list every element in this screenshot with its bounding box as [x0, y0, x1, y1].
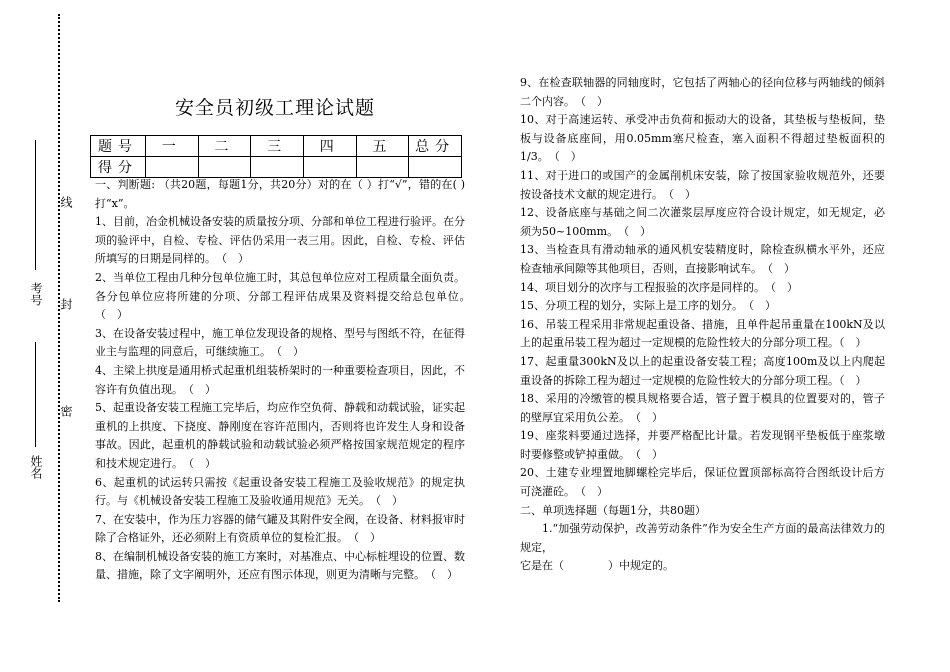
score-table-cell: 三 [251, 136, 304, 157]
question-item: 20、土建专业埋置地脚螺栓完毕后，保证位置顶部标高符合图纸设计后方可浇灌砼。 （ ） [520, 466, 885, 499]
question-item: 18、采用的冷缴管的模具规格要合适，管子置于模具的位置要对的，管子的壁厚宜采用负公差。 （ ） [520, 392, 885, 424]
score-blank-cell[interactable] [198, 157, 251, 178]
score-blank-cell[interactable] [146, 157, 199, 178]
score-blank-cell[interactable] [303, 157, 356, 178]
score-blank-cell[interactable] [356, 157, 409, 178]
question-item: 13、当检查具有滑动轴承的通风机安装精度时，除检查纵横水平外，还应检查轴承间隙等其他项目，否则，直接影响试车。 （ ） [520, 243, 885, 275]
mcq-question-line: 1.“加强劳动保护，改善劳动条件”作为安全生产方面的最高法律效力的规定， [520, 522, 885, 554]
score-table-header-row [91, 136, 462, 157]
question-item: 19、座浆料要通过选择，并要严格配比计量。若发现钢平垫板低于座浆墩时要修整或铲掉重做。 （ ） [520, 429, 885, 461]
question-item: 10、对于高速运转、承受冲击负荷和振动大的设备，其垫板与垫板间，垫板与设备底座间，用0.05mm塞尺检查，塞入面积不得超过垫板面积的1/3。 （ ） [520, 113, 885, 164]
section-heading-single-choice: 二、单项选择题（每题1分，共80题） [520, 503, 706, 517]
question-item: 6、起重机的试运转只需按《起重设备安装工程施工及验收规范》的规定执行。与《机械设备安装工程施工及验收通用规范》无关。 （ ） [95, 475, 465, 508]
section-heading-true-false: 一、判断题: （共20题，每题1分，共20分）对的在（ ）打“√”，错的在( )打“x”。 [95, 178, 465, 210]
score-table-cell: 四 [303, 136, 356, 157]
question-item: 2、当单位工程由几种分包单位施工时，其总包单位应对工程质量全面负责。各分包单位应将所建的分项、分部工程评估成果及资料提交给总包单位。 （ ） [95, 270, 476, 322]
score-table [90, 135, 462, 178]
mcq-question-line: 它是在（ ）中规定的。 [520, 559, 674, 573]
question-item: 5、起重设备安装工程施工完毕后，均应作空负荷、静载和动载试验，证实起重机的上拱度、下挠度、静刚度在容许范围内，否则将也许发生人身和设备事故。因此，起重机的静载试验和动载试验必须严格按国家规范规定的程序和技术规定进行。 （ ） [95, 401, 465, 470]
question-item: 12、设备底座与基础之间二次灌浆层厚度应符合设计规定，如无规定，必须为50~100mm。 （ ） [520, 206, 885, 238]
score-table-cell: 五 [356, 136, 409, 157]
question-item: 3、在设备安装过程中，施工单位发现设备的规格、型号与图纸不符，在征得业主与监理的同意后，可继续施工。 （ ） [95, 326, 465, 359]
score-table-score-row [91, 157, 462, 178]
question-item: 8、在编制机械设备安装的施工方案时，对基准点、中心标桩埋设的位置、数量、措施，除了文字阐明外，还应有图示体现，则更为清晰与完整。 （ ） [95, 549, 465, 582]
score-table-cell: 总分 [409, 136, 462, 157]
question-item: 16、吊装工程采用非常规起重设备、措施，且单件起吊重量在100kN及以上的起重吊装工程为超过一定规模的危险性较大的分部分项工程。（ ） [520, 317, 885, 350]
score-blank-cell[interactable] [409, 157, 462, 178]
question-item: 4、主梁上拱度是通用桥式起重机组装桥架时的一种重要检查项目，因此，不容许有负值出现。 （ ） [95, 363, 465, 396]
right-question-column [520, 74, 885, 576]
name-label: 姓名 [29, 455, 43, 479]
exam-number-blank [35, 140, 36, 270]
left-question-column [95, 176, 476, 585]
score-table-cell: 一 [146, 136, 199, 157]
score-blank-cell[interactable] [251, 157, 304, 178]
seal-word-line: 线 [59, 196, 73, 208]
question-item: 14、项目划分的次序与工程报验的次序是同样的。 （ ） [520, 280, 798, 294]
score-table-cell: 题号 [91, 136, 146, 157]
question-item: 9、在检查联轴器的同轴度时，它包括了两轴心的径向位移与两轴线的倾斜二个内容。 （ ） [520, 76, 885, 108]
question-item: 7、在安装中，作为压力容器的储气罐及其附件安全阀，在设备、材料报审时除了合格证外，还必须附上有资质单位的复检汇报。 （ ） [95, 512, 465, 545]
name-blank [35, 342, 36, 447]
exam-number-label: 考号 [29, 282, 43, 306]
question-item: 1、目前，冶金机械设备安装的质量按分项、分部和单位工程进行验评。在分项的验评中，自检、专检、评估仍采用一表三用。因此，自检、专检、评估所填写的日期是同样的。 （ ） [95, 215, 465, 266]
question-item: 15、分项工程的划分，实际上是工序的划分。 （ ） [520, 299, 776, 313]
seal-word-secret: 密 [59, 405, 73, 417]
question-item: 11、对于进口的或国产的金属削机床安装，除了按国家验收规范外，还要按设备技术文献的规定进行。 （ ） [520, 168, 885, 201]
score-table-cell: 得分 [91, 157, 146, 178]
question-item: 17、起重量300kN及以上的起重设备安装工程；高度100m及以上内爬起重设备的拆除工程为超过一定规模的危险性较大的分部分项工程。（ ） [520, 354, 885, 387]
exam-title: 安全员初级工理论试题 [174, 97, 375, 119]
score-table-cell: 二 [198, 136, 251, 157]
seal-word-seal: 封 [59, 298, 73, 310]
